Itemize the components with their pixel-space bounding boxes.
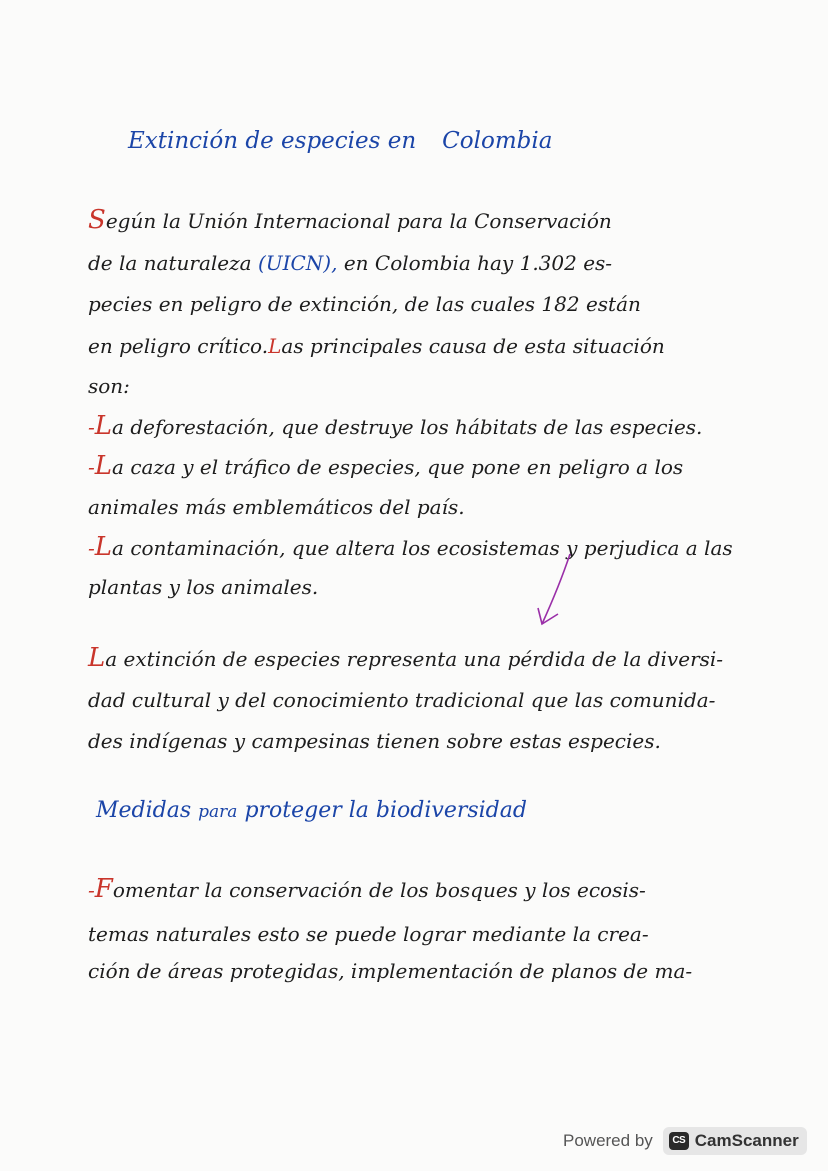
page-title (128, 128, 552, 154)
p1-line-5: son: (88, 374, 130, 398)
title-main: Extinción de especies en (128, 128, 417, 154)
cause-item-3-cont: plantas y los animales. (88, 575, 319, 599)
section-title: Medidas para proteger la biodiversidad (96, 798, 527, 823)
camscanner-badge (663, 1127, 807, 1155)
acronym: (UICN), (257, 251, 338, 275)
powered-by-label: Powered by (563, 1131, 653, 1150)
p1-line-1: Según la Unión Internacional para la Conservación (88, 205, 612, 235)
cause-item-1: -La deforestación, que destruye los hábitats de las especies. (88, 411, 703, 441)
title-country: Colombia (442, 128, 553, 154)
camscanner-brand: CamScanner (694, 1131, 799, 1150)
p2-line-2: dad cultural y del conocimiento tradicional que las comunida- (88, 688, 716, 712)
p3-line-3: ción de áreas protegidas, implementación de planos de ma- (88, 959, 693, 983)
p3-line-2: temas naturales esto se puede lograr mediante la crea- (88, 922, 649, 946)
inline-cap: L (268, 334, 282, 358)
pen-check-mark (536, 550, 576, 630)
p3-line-1: -Fomentar la conservación de los bosques y los ecosis- (88, 874, 646, 904)
drop-cap: S (88, 205, 106, 235)
camscanner-watermark (563, 1127, 807, 1155)
cause-item-2-cont: animales más emblemáticos del país. (88, 495, 465, 519)
p1-line-4: en peligro crítico.Las principales causa de esta situación (88, 334, 665, 358)
p2-line-3: des indígenas y campesinas tienen sobre estas especies. (88, 729, 661, 753)
cause-item-3: -La contaminación, que altera los ecosistemas y perjudica a las (88, 532, 733, 562)
p2-line-1: La extinción de especies representa una pérdida de la diversi- (88, 643, 724, 673)
camscanner-logo-icon: CS (669, 1132, 689, 1150)
p1-line-3: pecies en peligro de extinción, de las cuales 182 están (88, 292, 641, 316)
cause-item-2: -La caza y el tráfico de especies, que pone en peligro a los (88, 451, 684, 481)
p1-line-2: de la naturaleza (UICN), en Colombia hay 1.302 es- (88, 251, 613, 275)
